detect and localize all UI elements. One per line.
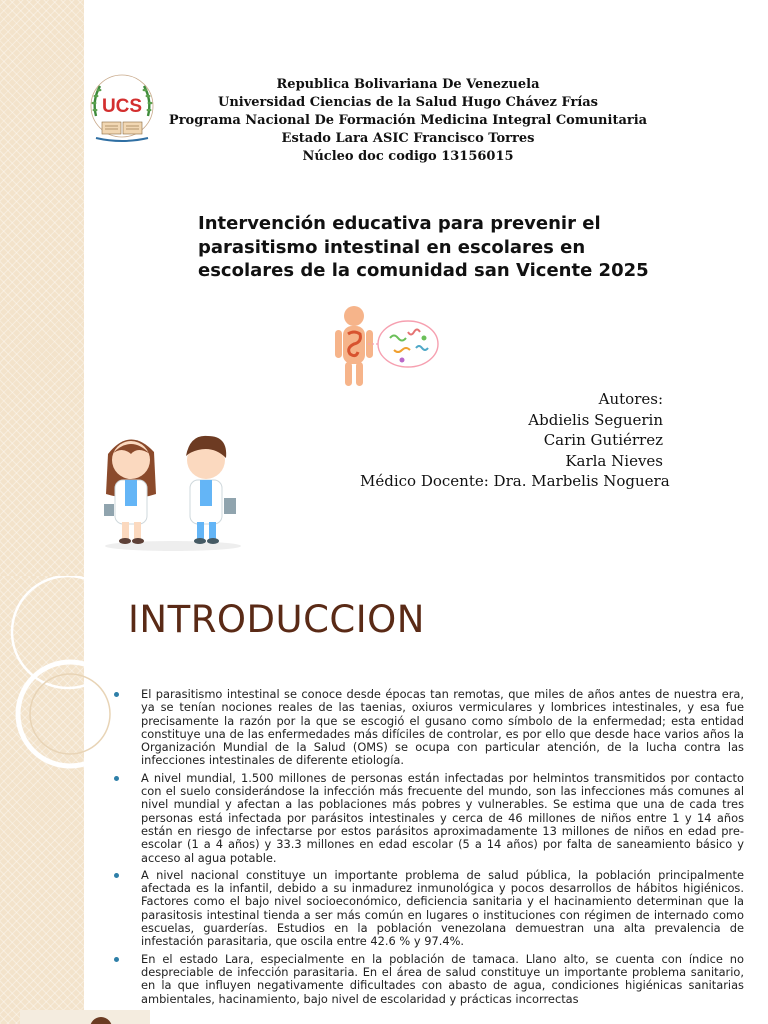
introduction-bullets [112,688,744,1010]
logo-text: UCS [101,96,143,117]
teacher-name: Médico Docente: Dra. Marbelis Noguera [360,472,670,490]
decorative-circles [0,576,130,1024]
next-slide-edge [20,1010,150,1024]
bullet-text: A nivel nacional constituye un importante problema de salud pública, la población principalmente afectada es la infantil, debido a su inmadurez inmunológica y pocos desarrollos de hábitos higiénicos. Factores como el bajo nivel socioeconómico, deficiencia sanitaria y el hacinamiento determinan que la parasitosis intestinal tienda a ser más común en lugares o instituciones con régimen de internado como escuelas, guarderías. Estudios en la población venezolana demuestran una alta prevalencia de infestación parasitaria, que oscila entre 42.6 % y 97.4%. [141,867,744,949]
list-item [112,688,744,768]
digestive-system-illustration [328,302,444,390]
authors-block [360,389,670,492]
institution-line: Republica Bolivariana De Venezuela [276,77,540,92]
bullet-icon [114,873,119,878]
list-item [112,953,744,1006]
institution-line: Programa Nacional De Formación Medicina Integral Comunitaria [168,113,648,128]
university-logo [86,72,158,152]
bullet-icon [114,957,119,962]
bullet-icon [114,692,119,697]
section-heading: INTRODUCCION [128,598,425,641]
author-name: Carin Gutiérrez [543,431,663,449]
institution-line: Estado Lara ASIC Francisco Torres [281,131,535,146]
bullet-icon [114,776,119,781]
list-item [112,869,744,949]
project-title: Intervención educativa para prevenir el parasitismo intestinal en escolares en escolares de la comunidad san Vicente 2025 [198,213,649,281]
bullet-text: A nivel mundial, 1.500 millones de personas están infectadas por helmintos transmitidos por contacto con el suelo considerándose la infección más frecuente del mundo, son las infecciones más comunes al nivel mundial y afectan a las poblaciones más pobres y vulnerables. Se estima que una de cada tres personas está infectada por parásitos intestinales y cerca de 46 millones de niños entre 1 y 14 años están en riesgo de infectarse por estos parásitos aproximadamente 13 millones de niños en edad pre-escolar (1 a 4 años) y 33.3 millones en edad escolar (5 a 14 años) por falta de saneamiento básico y acceso al agua potable. [141,770,744,865]
authors-heading: Autores: [598,390,663,408]
author-name: Karla Nieves [565,451,663,470]
author-name: Abdielis Seguerin [528,410,663,429]
institution-line: Universidad Ciencias de la Salud Hugo Chávez Frías [217,95,598,110]
institution-header [160,76,656,166]
doctor-kids-illustration [98,424,248,554]
list-item [112,772,744,865]
decorative-sidebar [0,0,84,576]
institution-line: Núcleo doc codigo 13156015 [302,149,514,164]
bullet-text: El parasitismo intestinal se conoce desde épocas tan remotas, que miles de años antes de nuestra era, ya se tenían nociones reales de las taenias, oxiuros vermiculares y lombrices intestinales, y esa fue precisamente la razón por la que se escogió el gusano como símbolo de la enfermedad; esta entidad constituye una de las enfermedades más difíciles de controlar, es por ello que desde hace varios años la Organización Mundial de la Salud (OMS) se ocupa con particular atención, de la lucha contra las infecciones intestinales de diferente etiología. [141,687,744,768]
bullet-text: En el estado Lara, especialmente en la población de tamaca. Llano alto, se cuenta con índice no despreciable de infección parasitaria. En el área de salud constituye un importante problema sanitario, en la que influyen negativamente dificultades con abasto de agua, condiciones higiénicas sanitarias ambientales, hacinamiento, bajo nivel de escolaridad y prácticas incorrectas [141,951,744,1006]
introduction-slide [0,576,768,1024]
